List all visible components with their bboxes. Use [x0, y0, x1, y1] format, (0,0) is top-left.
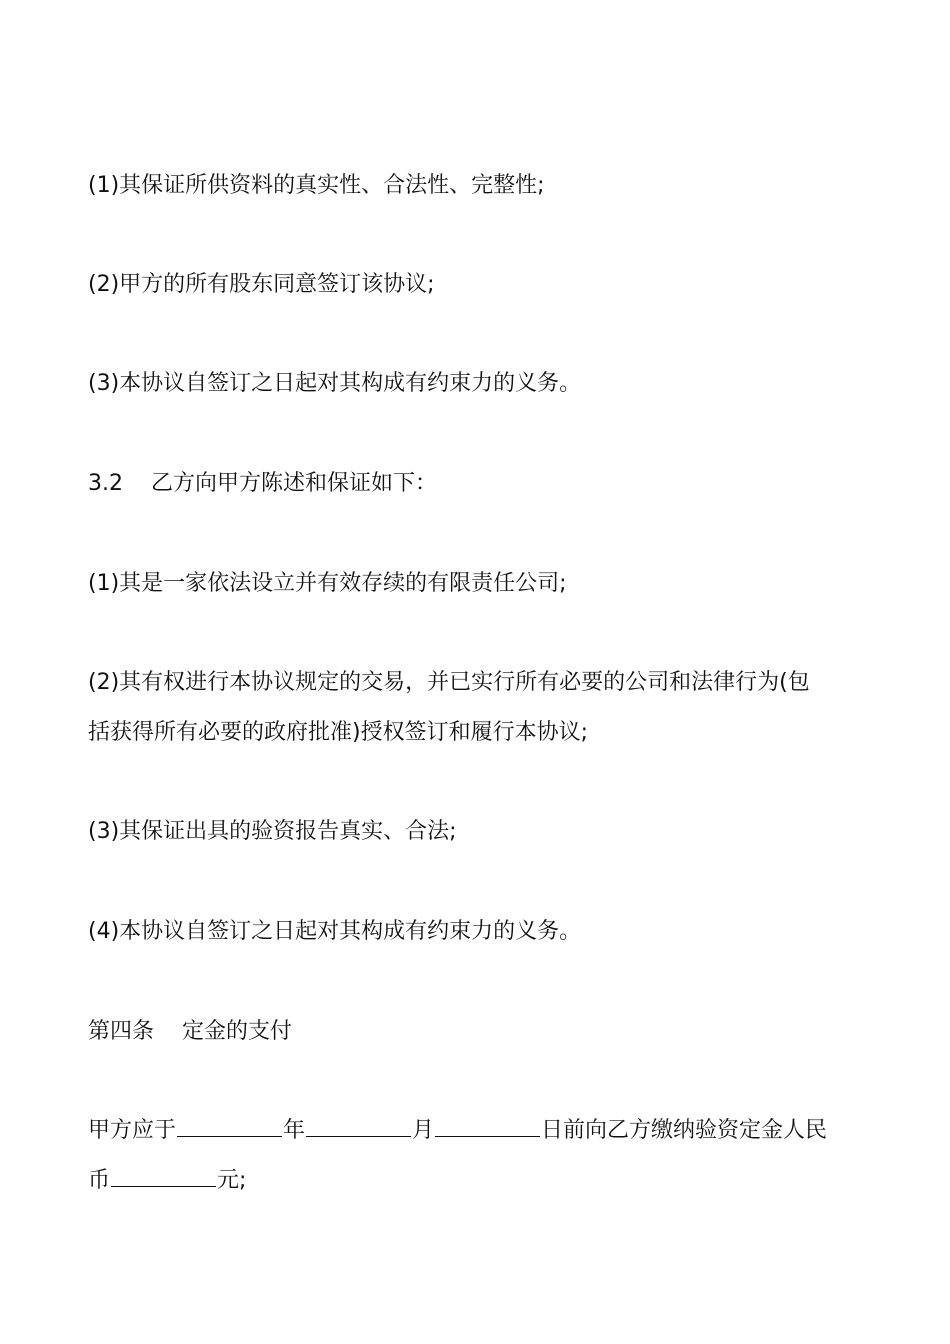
paragraph-3-1-item-2: (2)甲方的所有股东同意签订该协议;	[88, 272, 435, 297]
amount-blank	[111, 1166, 216, 1187]
paragraph-3-2-item-2-line-2: 括获得所有必要的政府批准)授权签订和履行本协议;	[88, 720, 588, 745]
currency-label: 币	[88, 1168, 111, 1193]
month-label: 月	[412, 1118, 435, 1143]
paragraph-3-2-item-1: (1)其是一家依法设立并有效存续的有限责任公司;	[88, 571, 567, 596]
article-4-text-line-1	[88, 1108, 868, 1154]
year-label: 年	[283, 1118, 306, 1143]
article-4-heading	[88, 1009, 868, 1055]
day-text: 日前向乙方缴纳验资定金人民	[541, 1118, 828, 1143]
paragraph-3-1-item-1: (1)其保证所供资料的真实性、合法性、完整性;	[88, 173, 545, 198]
month-blank	[306, 1116, 411, 1137]
text-before-date: 甲方应于	[88, 1118, 177, 1143]
clause-heading-text: 乙方向甲方陈述和保证如下：	[151, 471, 438, 496]
yuan-label: 元;	[217, 1168, 247, 1193]
paragraph-3-2-item-3: (3)其保证出具的验资报告真实、合法;	[88, 819, 457, 844]
clause-3-2-heading	[88, 461, 868, 507]
article-title: 定金的支付	[182, 1019, 293, 1044]
paragraph-3-1-item-3: (3)本协议自签订之日起对其构成有约束力的义务。	[88, 371, 582, 396]
paragraph-3-2-item-2-line-1: (2)其有权进行本协议规定的交易，并已实行所有必要的公司和法律行为(包	[88, 670, 810, 695]
article-number: 第四条	[88, 1019, 155, 1044]
year-blank	[177, 1116, 282, 1137]
article-4-text-line-2	[88, 1158, 868, 1204]
clause-number: 3.2	[88, 471, 123, 496]
day-blank	[435, 1116, 540, 1137]
paragraph-3-2-item-4: (4)本协议自签订之日起对其构成有约束力的义务。	[88, 919, 582, 944]
